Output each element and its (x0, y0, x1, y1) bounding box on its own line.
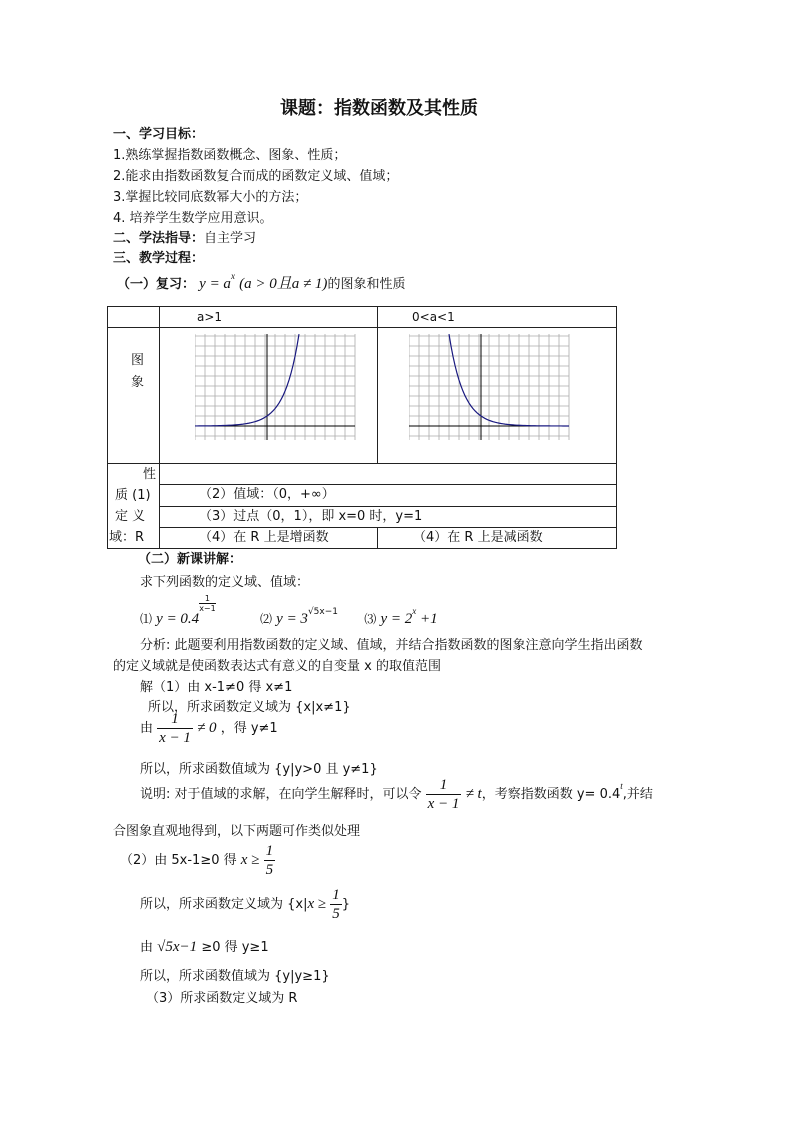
get-y-text: ，得 y≠1 (220, 721, 278, 736)
prop-label-line: 性 (143, 467, 157, 482)
review-exponent: x (230, 271, 235, 281)
solution-3: （3）所求函数定义域为 R (146, 991, 298, 1006)
f1-exponent (199, 594, 216, 613)
sol2c-pre: 由 (140, 940, 154, 955)
note-line (140, 776, 653, 813)
sqrt-5x-minus-1: √5x−1 (157, 939, 198, 955)
task-text: 求下列函数的定义域、值域： (140, 575, 310, 590)
neq-zero: ≠ 0 (197, 720, 217, 736)
sol2-text: （2）由 5x-1≥0 得 (120, 853, 237, 868)
solution-2-domain (140, 886, 350, 923)
solution-1-domain: 所以，所求函数定义域为 {x|x≠1} (148, 700, 351, 715)
solution-1: 解（1）由 x-1≠0 得 x≠1 (140, 680, 293, 695)
graph-decreasing (409, 334, 573, 442)
fraction-1-over-5 (264, 842, 276, 879)
solution-2 (120, 842, 275, 879)
prop-decreasing: （4）在 R 上是减函数 (413, 530, 543, 545)
review-suffix: 的图象和性质 (327, 277, 406, 292)
section-method (113, 230, 256, 248)
review-line (117, 271, 406, 294)
solution-2-range-derivation (140, 938, 269, 957)
header-a-gt-1: a>1 (197, 310, 223, 324)
fraction-1-over-5 (330, 886, 342, 923)
f1-exp-num: 1 (199, 594, 216, 604)
function-list (140, 594, 438, 632)
f1-exp-den: x−1 (199, 604, 216, 613)
frac-num: 1 (157, 710, 193, 729)
note-fraction (426, 776, 462, 813)
curve-increasing (195, 334, 299, 426)
page-title: 课题：指数函数及其性质 (280, 98, 478, 119)
note-line-2: 合图象直观地得到，以下两题可作类似处理 (113, 824, 361, 839)
f1-base: y = 0.4 (156, 611, 200, 627)
f2-base: y = 3 (276, 611, 308, 627)
frac-num: 1 (265, 843, 274, 859)
method-text: 自主学习 (204, 231, 257, 246)
from-text: 由 (140, 721, 154, 736)
review-formula: y = a (199, 276, 231, 292)
prop-increasing: （4）在 R 上是增函数 (199, 530, 329, 545)
analysis-line: 的定义域就是使函数表达式有意义的自变量 x 的取值范围 (113, 659, 441, 674)
note-text: ，考察指数函数 y= 0.4 (481, 787, 621, 802)
section-heading-method: 二、学法指导： (113, 231, 205, 246)
sol2b-end: } (341, 897, 351, 912)
section-heading-goals: 一、学习目标： (113, 127, 205, 142)
f1-label: ⑴ (140, 612, 153, 626)
prop-label-line: 质 (1) (115, 488, 151, 503)
sol2-x-geq: x ≥ (240, 852, 260, 868)
goal-item: 1.熟练掌握指数函数概念、图象、性质； (113, 148, 347, 163)
goal-item: 4. 培养学生数学应用意识。 (113, 211, 273, 226)
graph-increasing (195, 334, 359, 442)
note-text: 说明: 对于值域的求解，在向学生解释时，可以令 (140, 787, 422, 802)
frac-num: 1 (332, 887, 340, 903)
prop-label-line: 域：R (109, 530, 145, 545)
frac-den: 5 (265, 862, 274, 878)
fraction-1-over-x-minus-1 (157, 710, 193, 747)
frac-den: 5 (332, 906, 340, 922)
row-label-graph: 图象 (131, 353, 145, 390)
prop-point: （3）过点（0，1），即 x=0 时，y=1 (199, 509, 423, 524)
f2-label: ⑵ (260, 612, 273, 626)
sol2b-x-geq: x ≥ (307, 896, 327, 912)
f2-exponent: √5x−1 (307, 607, 338, 617)
solution-2-range: 所以，所求函数值域为 {y|y≥1} (140, 969, 330, 984)
solution-1-range-derivation (140, 710, 278, 747)
solution-1-range: 所以，所求函数值域为 {y|y>0 且 y≠1} (140, 762, 378, 777)
frac-den: x − 1 (427, 796, 460, 812)
goal-item: 3.掌握比较同底数幂大小的方法； (113, 190, 308, 205)
note-neq-t: ≠ t (465, 786, 482, 802)
review-label: （一）复习： (117, 277, 196, 292)
header-a-lt-1: 0<a<1 (412, 310, 455, 324)
f3-label: ⑶ (364, 612, 377, 626)
note-exponent-t: t (620, 781, 623, 791)
f3-base: y = 2 (380, 611, 413, 627)
section-heading-process: 三、教学过程： (113, 251, 205, 266)
f3-tail: +1 (416, 611, 438, 627)
prop-label-line: 定 义 (115, 509, 146, 524)
sol2b-text: 所以，所求函数定义域为 {x| (140, 897, 308, 912)
note-text: ,并结 (622, 787, 653, 802)
frac-den: x − 1 (159, 730, 191, 746)
section-heading-new: （二）新课讲解： (138, 552, 243, 567)
properties-table (107, 306, 617, 549)
goal-item: 2.能求由指数函数复合而成的函数定义域、值域； (113, 169, 399, 184)
prop-range: （2）值域：（0，+∞） (199, 487, 335, 502)
frac-num: 1 (426, 776, 462, 795)
review-condition: (a > 0且a ≠ 1) (239, 276, 328, 292)
f3-exponent: x (412, 606, 417, 616)
sol2c-post: ≥0 得 y≥1 (201, 940, 269, 955)
analysis-line: 分析: 此题要利用指数函数的定义域、值域，并结合指数函数的图象注意向学生指出函数 (140, 638, 643, 653)
